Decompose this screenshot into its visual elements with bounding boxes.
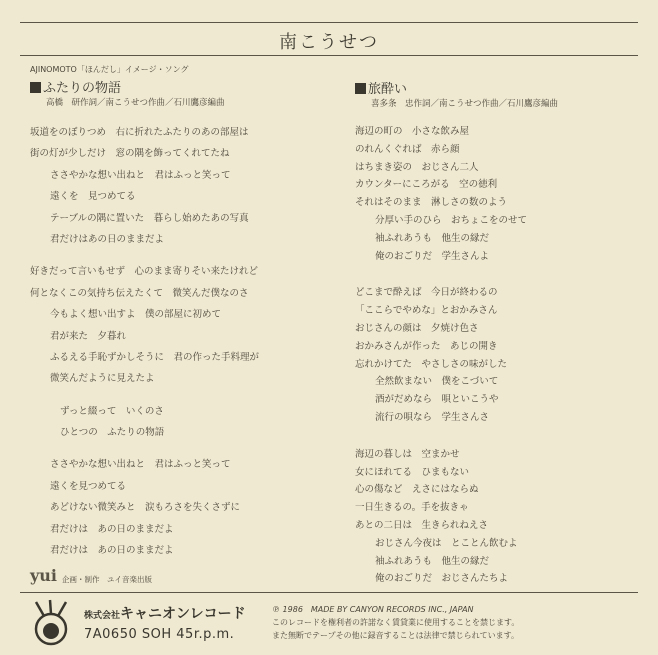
lyric-line: のれんくぐれば 赤ら顔 xyxy=(355,143,460,155)
tie-in-tag: AJINOMOTO「ほんだし」イメージ・ソング xyxy=(30,65,189,74)
catalog-number: 7A0650 SOH 45r.p.m. xyxy=(84,627,235,642)
lyric-line: どこまで酔えば 今日が終わるの xyxy=(355,287,498,299)
company-prefix: 株式会社 xyxy=(84,611,121,621)
lyric-line: 俺のおごりだ おじさんたちよ xyxy=(375,573,509,585)
lyric-line: 女にほれてる ひまもない xyxy=(355,466,470,478)
lyric-line: 分厚い手のひら おちょこをのせて xyxy=(375,214,528,226)
lyric-line: 君が来た 夕暮れ xyxy=(50,330,127,342)
lyric-line: カウンターにころがる 空の徳利 xyxy=(355,179,498,191)
lyric-line: ささやかな想い出ねと 君はふっと笑って xyxy=(50,169,231,181)
lyric-line: テーブルの隅に置いた 暮らし始めたあの写真 xyxy=(50,212,249,224)
lyric-line: 海辺の町の 小さな飲み屋 xyxy=(355,126,470,137)
lyric-line: あとの二日は 生きられねえさ xyxy=(355,519,489,531)
lyric-line: 袖ふれあうも 他生の縁だ xyxy=(375,232,490,244)
lyric-line: ひとつの ふたりの物語 xyxy=(60,427,165,439)
title-rule xyxy=(20,55,638,56)
lyric-line: 一日生きるの。手を抜きゃ xyxy=(355,502,469,514)
lyric-line: 好きだって言いもせず 心のまま寄りそい来たけれど xyxy=(30,266,259,278)
lyric-line: ふるえる手恥ずかしそうに 君の作った手料理が xyxy=(50,351,260,363)
lyric-line: ずっと綴って いくのさ xyxy=(60,405,164,417)
company-name: キャニオンレコード xyxy=(120,606,246,622)
stanza-gap xyxy=(355,427,558,446)
stanza-gap xyxy=(30,443,259,454)
canyon-logo-icon xyxy=(30,598,72,646)
stanza-gap xyxy=(355,265,558,284)
lyric-line: 今もよく想い出すよ 僕の部屋に初めて xyxy=(50,309,222,321)
lyric-line: 君だけは あの日のままだよ xyxy=(50,545,174,557)
song-credit: 高橋 研作詞／南こうせつ作曲／石川鷹彦編曲 xyxy=(46,98,225,108)
bottom-rule xyxy=(20,592,638,593)
legal-notice xyxy=(272,603,519,642)
legal-line-1: このレコードを権利者の許諾なく賃貸業に使用することを禁じます。 xyxy=(272,618,520,627)
lyric-line: 何となくこの気持ち伝えたくて 微笑んだ僕なのさ xyxy=(30,287,249,299)
stanza-gap xyxy=(30,250,259,261)
lyric-line: 全然飲まない 僕をこづいて xyxy=(375,376,499,388)
lyric-line: 心の傷など えさにはならぬ xyxy=(355,484,479,496)
publisher-credit: 企画・制作 ユイ音楽出版 xyxy=(62,575,152,584)
lyric-line: 忘れかけてた やさしさの味がした xyxy=(355,358,508,370)
lyric-line: はちまき姿の おじさん二人 xyxy=(355,161,479,173)
yui-logo: yui xyxy=(30,566,58,585)
song-title: ふたりの物語 xyxy=(30,77,259,96)
song-credit: 喜多条 忠作詞／南こうせつ作曲／石川鷹彦編曲 xyxy=(371,99,559,109)
lyric-line: 君だけはあの日のままだよ xyxy=(50,233,165,245)
record-company xyxy=(84,603,246,623)
lyric-line: おじさん今夜は とことん飲むよ xyxy=(375,537,518,549)
song-title: 旅酔い xyxy=(355,78,558,97)
legal-line-2: また無断でテープその他に録音することは法律で禁じられています。 xyxy=(272,631,519,640)
lyric-line: 俺のおごりだ 学生さんよ xyxy=(375,250,490,262)
lyric-line: 酒がだめなら 唄といこうや xyxy=(375,394,499,406)
lyric-line: 遠くを見つめてる xyxy=(50,480,127,492)
lyric-line: あどけない微笑みと 涙もろさを失くさずに xyxy=(50,502,241,514)
lyric-line: おじさんの顔は 夕焼け色さ xyxy=(355,322,479,334)
lyric-line: 坂道をのぼりつめ 右に折れたふたりのあの部屋は xyxy=(30,127,249,138)
lyrics-body xyxy=(30,122,259,561)
top-rule xyxy=(20,22,638,23)
lyric-line: 海辺の暮しは 空まかせ xyxy=(355,448,460,460)
lyric-line: 遠くを 見つめてる xyxy=(50,191,136,203)
lyric-line: 君だけは あの日のままだよ xyxy=(50,523,174,535)
stanza-gap xyxy=(30,390,259,401)
lyrics-body xyxy=(355,123,558,588)
lyric-line: 袖ふれあうも 他生の縁だ xyxy=(375,555,490,567)
lyric-line: 街の灯が少しだけ 窓の隅を飾ってくれてたね xyxy=(30,148,230,160)
artist-title: 南こうせつ xyxy=(279,32,379,53)
lyric-line: 微笑んだように見えたよ xyxy=(50,373,155,385)
lyric-line: ささやかな想い出ねと 君はふっと笑って xyxy=(50,459,231,471)
side-b-lyrics xyxy=(355,76,558,588)
lyric-line: 「ここらでやめな」とおかみさん xyxy=(355,305,498,317)
side-a-lyrics xyxy=(30,64,259,561)
lyric-line: おかみさんが作った あじの開き xyxy=(355,340,498,352)
lyric-line: 流行の唄なら 学生さんさ xyxy=(375,411,490,423)
lyric-line: それはそのまま 淋しさの数のよう xyxy=(355,197,508,209)
copyright-line: ℗ 1986 MADE BY CANYON RECORDS INC., JAPAN xyxy=(272,605,474,614)
